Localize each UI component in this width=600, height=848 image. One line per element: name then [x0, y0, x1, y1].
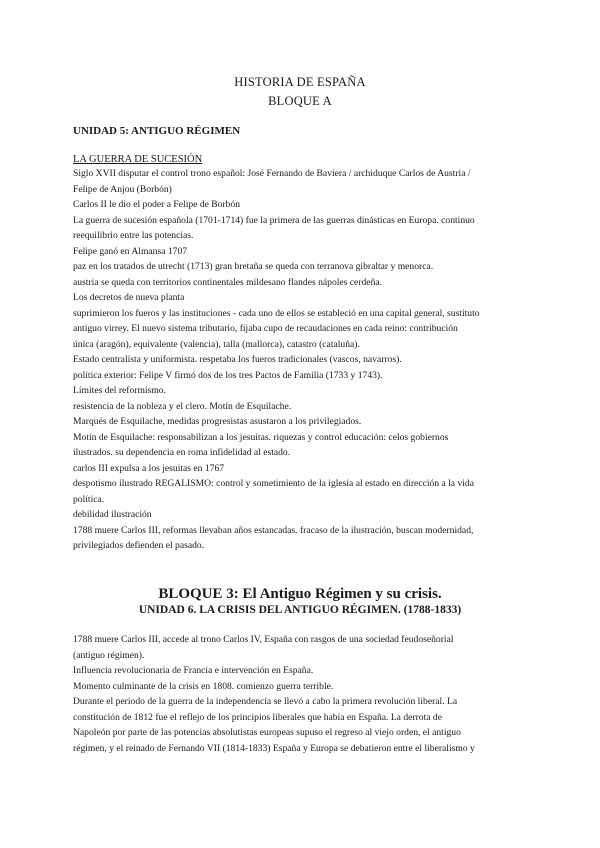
text-line: resistencia de la nobleza y el clero. Motín de Esquilache. — [73, 400, 292, 412]
text-line: Felipe ganó en Almansa 1707 — [73, 245, 188, 257]
text-line: Motín de Esquilache: responsabilizan a los jesuitas. riquezas y control educación: celos gobiernos — [73, 431, 449, 443]
text-line: Influencia revolucionaria de Francia e intervención en España. — [73, 665, 314, 676]
text-line: Los decretos de nueva planta — [73, 292, 185, 303]
text-line: paz en los tratados de utrecht (1713) gran bretaña se queda con terranova gibraltar y menorca. — [73, 261, 434, 272]
text-line: Momento culminante de la crisis en 1808. comienzo guerra terrible. — [73, 680, 334, 692]
text-line: carlos III expulsa a los jesuitas en 1767 — [73, 462, 225, 474]
bloque-3-title: BLOQUE 3: El Antiguo Régimen y su crisis. — [158, 586, 442, 602]
text-line: (antiguo régimen). — [73, 649, 145, 661]
text-line: ilustrados. su dependencia en roma infidelidad al estado. — [73, 447, 291, 458]
section-heading-guerra-sucesion: LA GUERRA DE SUCESIÓN — [73, 154, 203, 165]
text-line: reequilibrio entre las potencias. — [73, 230, 194, 241]
document-subtitle: BLOQUE A — [268, 94, 332, 108]
text-line: 1788 muere Carlos III, reformas llevaban años estancadas. fracaso de la ilustración, buscan modernidad, — [73, 524, 474, 536]
text-line: política. — [73, 493, 105, 505]
unit-5-body-text — [73, 166, 533, 554]
text-line: régimen, y el reinado de Fernando VII (1814-1833) España y Europa se debatieron entre el liberalismo y — [73, 742, 475, 754]
text-line: austria se queda con territorios continentales mildesano flandes nápoles cerdeña. — [73, 276, 383, 288]
text-line: constitución de 1812 fue el reflejo de los principios liberales que había en España. La derrota de — [73, 711, 442, 723]
text-line: política exterior: Felipe V firmó dos de los tres Pactos de Familia (1733 y 1743). — [73, 369, 383, 381]
text-line: Carlos II le dio el poder a Felipe de Borbón — [73, 199, 241, 210]
unit-5-heading: UNIDAD 5: ANTIGUO RÉGIMEN — [73, 125, 241, 137]
text-line: suprimieron los fueros y las instituciones - cada uno de ellos se estableció en una capital general, sustituto — [73, 307, 480, 319]
text-line: antiguo virrey. El nuevo sistema tributario, fijaba cupo de recaudaciones en cada reino: contribución — [73, 323, 458, 334]
text-line: 1788 muere Carlos III, accede al trono Carlos IV, España con rasgos de una sociedad feudoseñorial — [73, 634, 454, 645]
text-line: Durante el periodo de la guerra de la independencia se llevó a cabo la primera revolución liberal. La — [73, 696, 458, 707]
text-line: Napoleón por parte de las potencias absolutistas europeas supuso el regreso al viejo orden, el antiguo — [73, 727, 461, 738]
text-line: única (aragón), equivalente (valencia), talla (mallorca), catastro (cataluña). — [73, 338, 360, 350]
text-line: Límites del reformismo. — [73, 385, 166, 396]
unit-6-title: UNIDAD 6. LA CRISIS DEL ANTIGUO RÉGIMEN. (1788-1833) — [138, 604, 462, 616]
text-line: debilidad ilustración — [73, 509, 152, 520]
text-line: Siglo XVII disputar el control trono español: José Fernando de Baviera / archiduque Carlos de Austria / — [73, 168, 471, 179]
text-line: Marqués de Esquilache, medidas progresistas asustaron a los privilegiados. — [73, 416, 362, 427]
text-line: Estado centralista y uniformista. respetaba los fueros tradicionales (vascos, navarros). — [73, 354, 402, 365]
document-title: HISTORIA DE ESPAÑA — [234, 75, 366, 89]
text-line: despotismo ilustrado REGALISMO: control y sometimiento de la iglesia al estado en dirección a la vida — [73, 478, 474, 489]
unit-6-body-text — [73, 632, 533, 756]
text-line: La guerra de sucesión española (1701-1714) fue la primera de las guerras dinásticas en Europa. continuo — [73, 214, 475, 226]
text-line: privilegiados defienden el pasado. — [73, 540, 205, 551]
text-line: Felipe de Anjou (Borbón) — [73, 183, 172, 195]
